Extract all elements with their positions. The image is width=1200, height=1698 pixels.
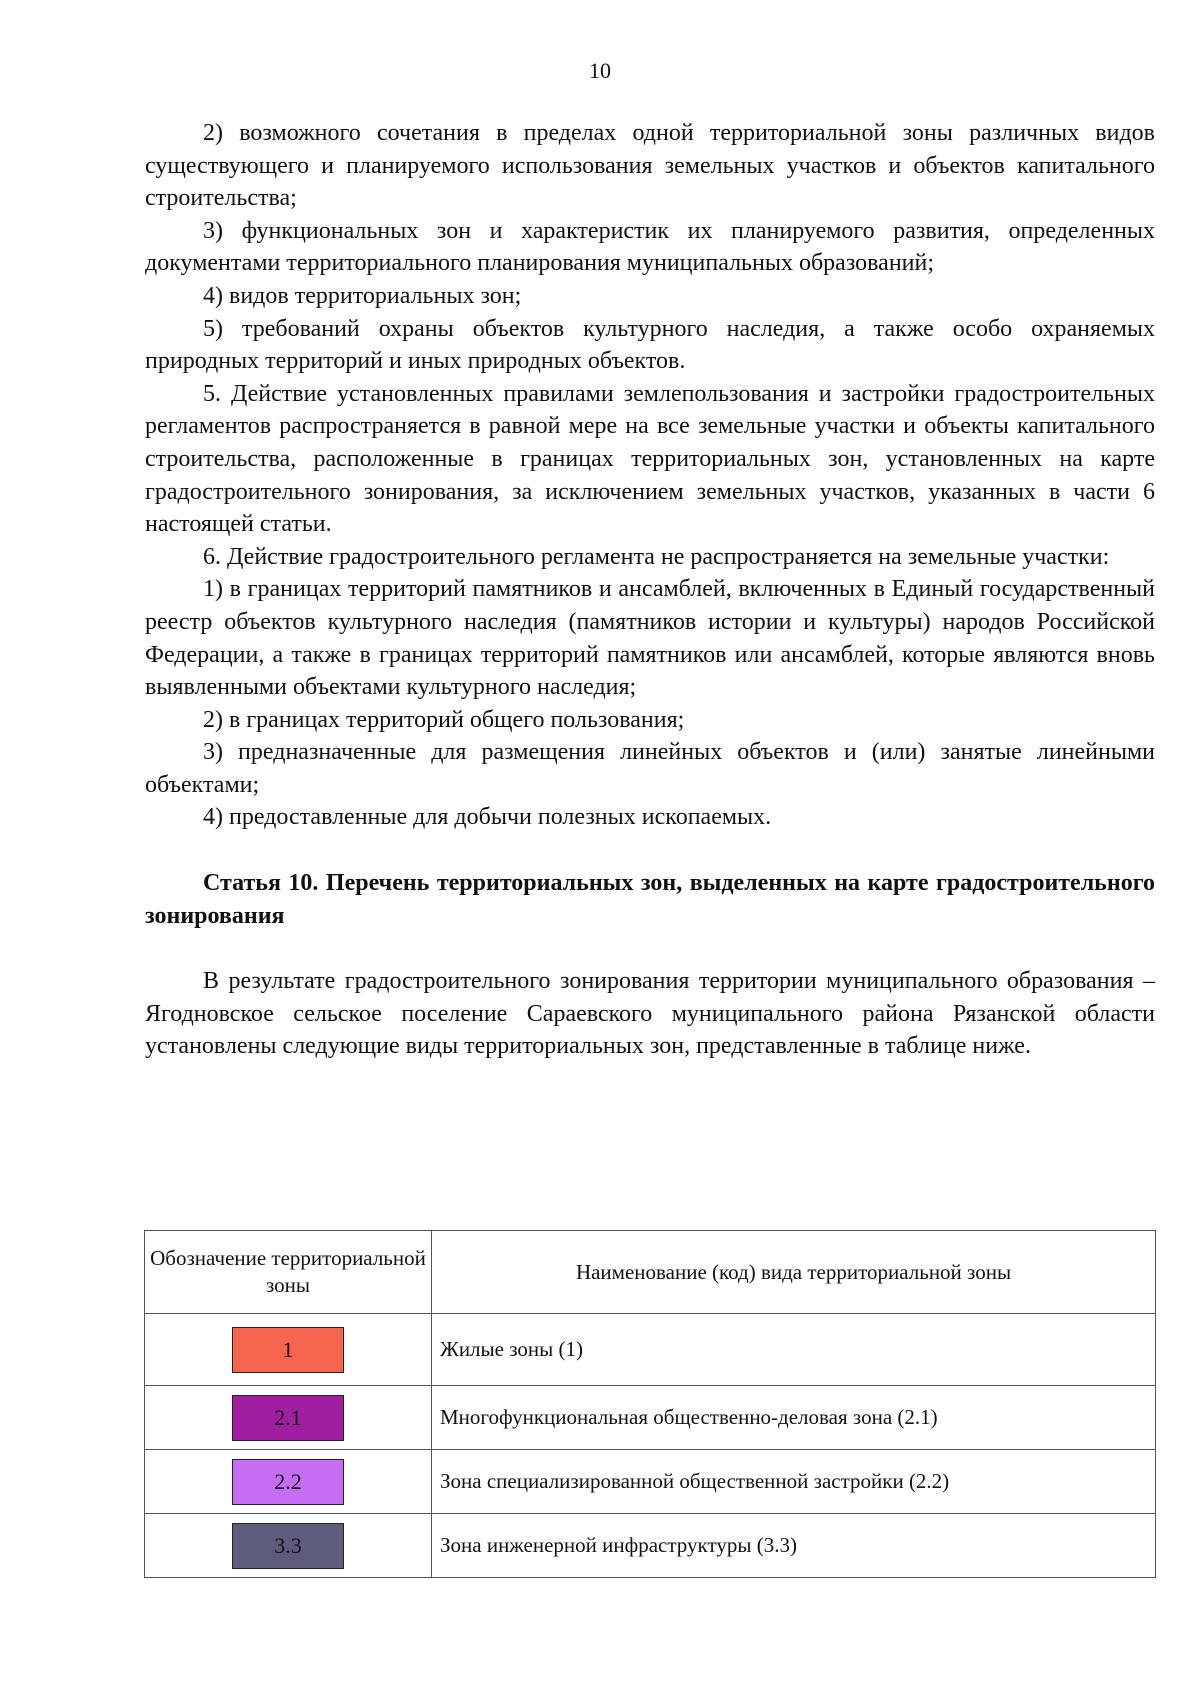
table-row xyxy=(145,1386,1156,1450)
paragraph: 5. Действие установленных правилами землепользования и застройки градостроительных регламентов распространяется в равной мере на все земельные участки и объекты капитального строительства, расположенные в границах территориальных зон, установленных на карте градостроительного зонирования, за исключением земельных участков, указанных в части 6 настоящей статьи. xyxy=(145,380,1155,538)
zone-swatch: 2.1 xyxy=(232,1395,344,1441)
page-number: 10 xyxy=(589,58,611,83)
paragraph: 4) видов территориальных зон; xyxy=(203,282,522,309)
header-name: Наименование (код) вида территориальной зоны xyxy=(432,1231,1156,1314)
paragraph: 1) в границах территорий памятников и ансамблей, включенных в Единый государственный реестр объектов культурного наследия (памятников истории и культуры) народов Российской Федерации, а также в границах территорий памятников или ансамблей, которые являются вновь выявленными объектами культурного наследия; xyxy=(145,576,1155,701)
zone-swatch: 1 xyxy=(232,1327,344,1373)
zone-swatch: 3.3 xyxy=(232,1523,344,1569)
zone-name: Зона специализированной общественной застройки (2.2) xyxy=(432,1450,1156,1514)
zone-name: Зона инженерной инфраструктуры (3.3) xyxy=(432,1514,1156,1578)
header-symbol: Обозначение территориальной зоны xyxy=(145,1231,432,1314)
paragraph: 3) функциональных зон и характеристик их планируемого развития, определенных документами территориального планирования муниципальных образований; xyxy=(145,217,1155,277)
table-row xyxy=(145,1450,1156,1514)
table-row xyxy=(145,1514,1156,1578)
table-row xyxy=(145,1314,1156,1386)
zone-swatch: 2.2 xyxy=(232,1459,344,1505)
paragraph: 5) требований охраны объектов культурного наследия, а также особо охраняемых природных территорий и иных природных объектов. xyxy=(145,315,1155,375)
paragraph: 3) предназначенные для размещения линейных объектов и (или) занятые линейными объектами; xyxy=(145,739,1155,798)
paragraph: 2) возможного сочетания в пределах одной территориальной зоны различных видов существующего и планируемого использования земельных участков и объектов капитального строительства; xyxy=(145,120,1155,212)
table-header-row xyxy=(145,1231,1156,1314)
zones-table xyxy=(144,1230,1156,1578)
paragraph: 4) предоставленные для добычи полезных ископаемых. xyxy=(203,804,772,831)
paragraph: 2) в границах территорий общего пользования; xyxy=(203,706,685,733)
zone-name: Жилые зоны (1) xyxy=(432,1314,1156,1386)
document-body xyxy=(145,117,1155,1063)
paragraph: 6. Действие градостроительного регламента не распространяется на земельные участки: xyxy=(203,543,1110,570)
article-heading: Статья 10. Перечень территориальных зон, выделенных на карте градостроительного зонирования xyxy=(145,870,1155,929)
intro-paragraph: В результате градостроительного зонирования территории муниципального образования – Ягодновское сельское поселение Сараевского муниципального района Рязанской области установлены следующие виды территориальных зон, представленные в таблице ниже. xyxy=(145,968,1155,1060)
zone-name: Многофункциональная общественно-деловая зона (2.1) xyxy=(432,1386,1156,1450)
